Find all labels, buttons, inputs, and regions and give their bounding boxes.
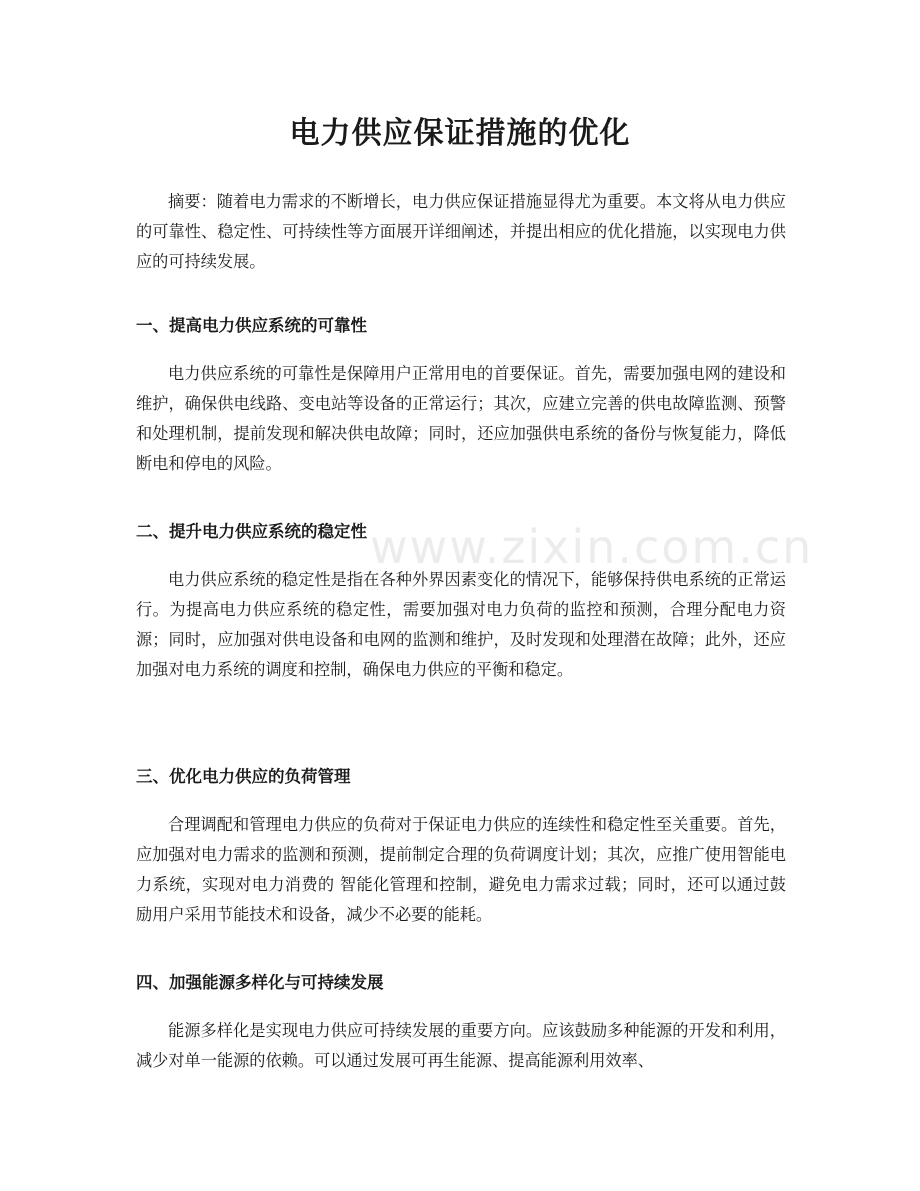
- section-heading-1: 一、提高电力供应系统的可靠性: [136, 316, 367, 335]
- watermark: www.zixin.com.cn: [370, 520, 814, 574]
- section-body-2: 电力供应系统的稳定性是指在各种外界因素变化的情况下，能够保持供电系统的正常运行。为提高电力供应系统的稳定性，需要加强对电力负荷的监控和预测，合理分配电力资源；同时，应加强对供电设备和电网的监测和维护，及时发现和处理潜在故障；此外，还应加强对电力系统的调度和控制，确保电力供应的平衡和稳定。: [136, 570, 786, 679]
- section-body-3: 合理调配和管理电力供应的负荷对于保证电力供应的连续性和稳定性至关重要。首先，应加强对电力需求的监测和预测，提前制定合理的负荷调度计划；其次，应推广使用智能电力系统，实现对电力消费的 智能化管理和控制，避免电力需求过载；同时，还可以通过鼓励用户采用节能技术和设备，减少不必要的能耗。: [136, 815, 786, 924]
- section-body-1: 电力供应系统的可靠性是保障用户正常用电的首要保证。首先，需要加强电网的建设和维护，确保供电线路、变电站等设备的正常运行；其次，应建立完善的供电故障监测、预警和处理机制，提前发现和解决供电故障；同时，还应加强供电系统的备份与恢复能力，降低断电和停电的风险。: [136, 364, 786, 473]
- section-heading-4: 四、加强能源多样化与可持续发展: [136, 973, 384, 992]
- section-heading-2: 二、提升电力供应系统的稳定性: [136, 522, 367, 541]
- document-title: 电力供应保证措施的优化: [289, 116, 631, 151]
- abstract-paragraph: 摘要：随着电力需求的不断增长，电力供应保证措施显得尤为重要。本文将从电力供应的可靠性、稳定性、可持续性等方面展开详细阐述，并提出相应的优化措施，以实现电力供应的可持续发展。: [136, 192, 786, 271]
- section-body-4: 能源多样化是实现电力供应可持续发展的重要方向。应该鼓励多种能源的开发和利用，减少对单一能源的依赖。可以通过发展可再生能源、提高能源利用效率、: [136, 1021, 786, 1070]
- section-heading-3: 三、优化电力供应的负荷管理: [136, 767, 351, 786]
